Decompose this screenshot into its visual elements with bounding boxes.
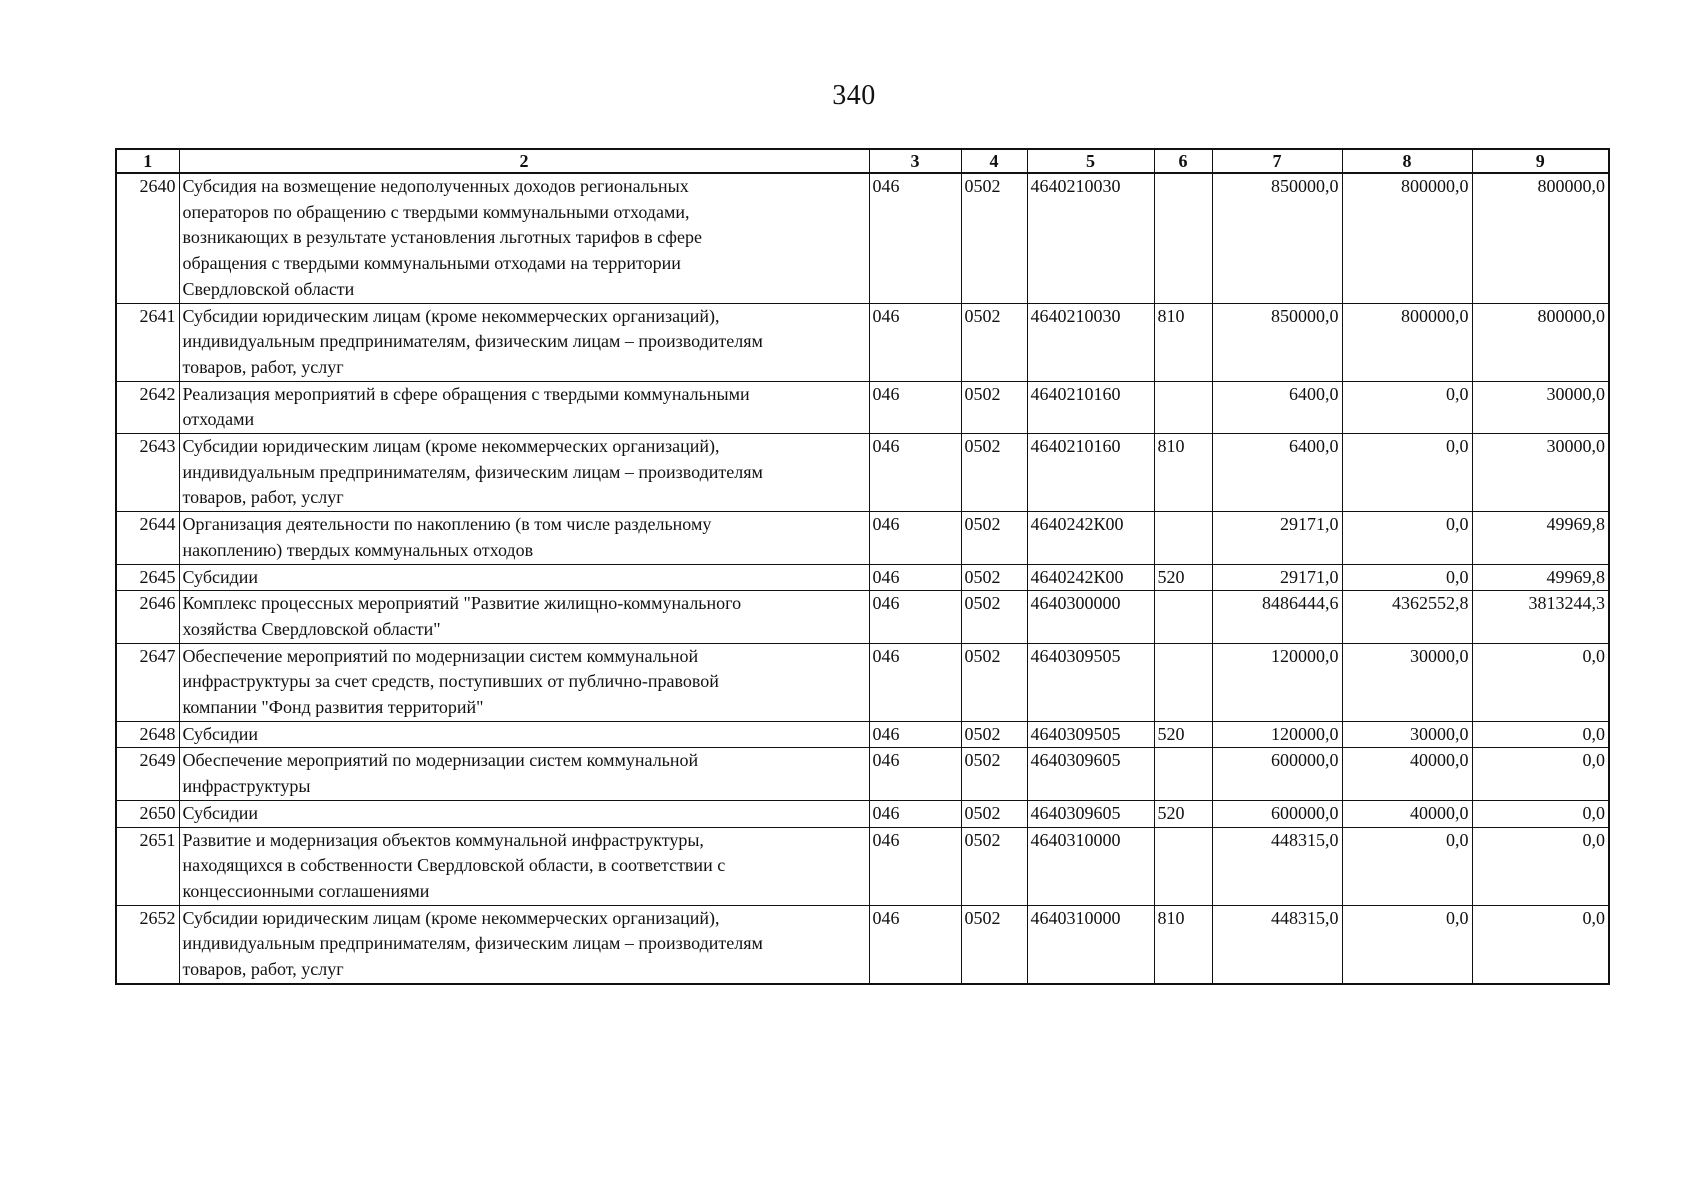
row-ministry-code: 046 [869, 512, 961, 564]
description-line: концессионными соглашениями [182, 880, 430, 901]
table-row [116, 721, 1609, 748]
row-amount-year-1: 600000,0 [1212, 800, 1342, 827]
row-expense-type [1154, 512, 1212, 564]
header-col-2: 2 [179, 149, 869, 173]
row-description [179, 434, 869, 512]
row-ministry-code: 046 [869, 748, 961, 800]
row-amount-year-2: 30000,0 [1342, 643, 1472, 721]
row-amount-year-2: 0,0 [1342, 512, 1472, 564]
row-number: 2651 [116, 827, 179, 905]
row-amount-year-2: 0,0 [1342, 381, 1472, 433]
row-target-code: 4640300000 [1027, 591, 1154, 643]
row-number: 2646 [116, 591, 179, 643]
table-row [116, 564, 1609, 591]
row-amount-year-2: 800000,0 [1342, 303, 1472, 381]
row-amount-year-3: 800000,0 [1472, 173, 1609, 303]
row-amount-year-1: 8486444,6 [1212, 591, 1342, 643]
row-target-code: 4640309505 [1027, 721, 1154, 748]
description-line: индивидуальным предпринимателям, физическим лицам – производителям [182, 331, 763, 352]
row-section-code: 0502 [961, 173, 1027, 303]
table-row [116, 905, 1609, 984]
row-section-code: 0502 [961, 827, 1027, 905]
description-line: обращения с твердыми коммунальными отходами на территории [182, 253, 681, 274]
table-row [116, 303, 1609, 381]
description-line: индивидуальным предпринимателям, физическим лицам – производителям [182, 461, 763, 482]
row-amount-year-1: 120000,0 [1212, 643, 1342, 721]
row-amount-year-2: 800000,0 [1342, 173, 1472, 303]
row-ministry-code: 046 [869, 721, 961, 748]
description-line: Свердловской области [182, 278, 355, 299]
row-section-code: 0502 [961, 905, 1027, 984]
row-expense-type: 810 [1154, 303, 1212, 381]
row-description [179, 827, 869, 905]
row-ministry-code: 046 [869, 800, 961, 827]
row-amount-year-3: 0,0 [1472, 827, 1609, 905]
row-expense-type [1154, 591, 1212, 643]
description-line: операторов по обращению с твердыми коммунальными отходами, [182, 201, 690, 222]
row-target-code: 4640210030 [1027, 173, 1154, 303]
row-amount-year-3: 0,0 [1472, 905, 1609, 984]
row-expense-type [1154, 381, 1212, 433]
row-amount-year-2: 0,0 [1342, 905, 1472, 984]
row-amount-year-2: 0,0 [1342, 827, 1472, 905]
row-expense-type: 520 [1154, 721, 1212, 748]
row-section-code: 0502 [961, 434, 1027, 512]
row-description [179, 564, 869, 591]
row-section-code: 0502 [961, 381, 1027, 433]
description-line: Комплекс процессных мероприятий "Развитие жилищно-коммунального [182, 593, 742, 614]
row-amount-year-2: 40000,0 [1342, 748, 1472, 800]
row-amount-year-1: 850000,0 [1212, 173, 1342, 303]
row-number: 2644 [116, 512, 179, 564]
row-number: 2645 [116, 564, 179, 591]
description-line: инфраструктуры за счет средств, поступивших от публично-правовой [182, 671, 719, 692]
row-ministry-code: 046 [869, 564, 961, 591]
row-amount-year-3: 30000,0 [1472, 434, 1609, 512]
table-row [116, 173, 1609, 303]
row-description [179, 721, 869, 748]
row-amount-year-1: 448315,0 [1212, 827, 1342, 905]
row-amount-year-1: 448315,0 [1212, 905, 1342, 984]
row-ministry-code: 046 [869, 905, 961, 984]
description-line: Субсидии [182, 723, 259, 744]
row-expense-type: 810 [1154, 434, 1212, 512]
row-amount-year-3: 800000,0 [1472, 303, 1609, 381]
row-amount-year-3: 0,0 [1472, 800, 1609, 827]
header-col-6: 6 [1154, 149, 1212, 173]
table-row [116, 748, 1609, 800]
row-expense-type: 520 [1154, 800, 1212, 827]
description-line: накоплению) твердых коммунальных отходов [182, 539, 534, 560]
header-row [116, 149, 1609, 173]
row-target-code: 4640242К00 [1027, 564, 1154, 591]
row-ministry-code: 046 [869, 434, 961, 512]
row-description [179, 303, 869, 381]
table-row [116, 827, 1609, 905]
row-amount-year-1: 600000,0 [1212, 748, 1342, 800]
description-line: Субсидии юридическим лицам (кроме некоммерческих организаций), [182, 436, 720, 457]
description-line: возникающих в результате установления льготных тарифов в сфере [182, 227, 702, 248]
row-ministry-code: 046 [869, 303, 961, 381]
row-target-code: 4640210160 [1027, 381, 1154, 433]
description-line: Обеспечение мероприятий по модернизации систем коммунальной [182, 645, 699, 666]
description-line: Субсидии юридическим лицам (кроме некоммерческих организаций), [182, 907, 720, 928]
row-description [179, 512, 869, 564]
row-section-code: 0502 [961, 591, 1027, 643]
description-line: товаров, работ, услуг [182, 959, 344, 980]
row-target-code: 4640309605 [1027, 800, 1154, 827]
row-target-code: 4640309605 [1027, 748, 1154, 800]
description-line: Субсидии юридическим лицам (кроме некоммерческих организаций), [182, 305, 720, 326]
row-number: 2648 [116, 721, 179, 748]
description-line: товаров, работ, услуг [182, 356, 344, 377]
header-col-8: 8 [1342, 149, 1472, 173]
table-row [116, 643, 1609, 721]
description-line: Развитие и модернизация объектов коммунальной инфраструктуры, [182, 829, 704, 850]
row-amount-year-1: 120000,0 [1212, 721, 1342, 748]
header-col-4: 4 [961, 149, 1027, 173]
row-number: 2647 [116, 643, 179, 721]
row-target-code: 4640309505 [1027, 643, 1154, 721]
row-number: 2652 [116, 905, 179, 984]
table-row [116, 381, 1609, 433]
row-expense-type [1154, 827, 1212, 905]
row-amount-year-3: 30000,0 [1472, 381, 1609, 433]
row-description [179, 591, 869, 643]
row-number: 2643 [116, 434, 179, 512]
row-ministry-code: 046 [869, 827, 961, 905]
description-line: Субсидии [182, 566, 259, 587]
row-description [179, 905, 869, 984]
row-ministry-code: 046 [869, 173, 961, 303]
description-line: Организация деятельности по накоплению (в том числе раздельному [182, 514, 712, 535]
row-amount-year-3: 49969,8 [1472, 564, 1609, 591]
row-amount-year-2: 0,0 [1342, 564, 1472, 591]
row-section-code: 0502 [961, 748, 1027, 800]
row-target-code: 4640210160 [1027, 434, 1154, 512]
budget-table [115, 148, 1610, 985]
header-col-3: 3 [869, 149, 961, 173]
description-line: Субсидии [182, 802, 259, 823]
description-line: Субсидия на возмещение недополученных доходов региональных [182, 176, 689, 196]
row-amount-year-2: 30000,0 [1342, 721, 1472, 748]
row-number: 2640 [116, 173, 179, 303]
description-line: хозяйства Свердловской области" [182, 618, 441, 639]
description-line: Реализация мероприятий в сфере обращения с твердыми коммунальными [182, 383, 750, 404]
row-description [179, 643, 869, 721]
row-expense-type [1154, 643, 1212, 721]
row-description [179, 381, 869, 433]
table-row [116, 434, 1609, 512]
row-expense-type [1154, 748, 1212, 800]
row-target-code: 4640242К00 [1027, 512, 1154, 564]
row-description [179, 748, 869, 800]
row-amount-year-1: 6400,0 [1212, 381, 1342, 433]
row-amount-year-1: 29171,0 [1212, 512, 1342, 564]
row-amount-year-3: 49969,8 [1472, 512, 1609, 564]
table-row [116, 800, 1609, 827]
header-col-5: 5 [1027, 149, 1154, 173]
row-section-code: 0502 [961, 512, 1027, 564]
row-amount-year-3: 0,0 [1472, 643, 1609, 721]
row-section-code: 0502 [961, 643, 1027, 721]
row-amount-year-1: 850000,0 [1212, 303, 1342, 381]
table-body [116, 173, 1609, 984]
row-section-code: 0502 [961, 303, 1027, 381]
row-amount-year-3: 3813244,3 [1472, 591, 1609, 643]
description-line: компании "Фонд развития территорий" [182, 697, 484, 718]
table-row [116, 512, 1609, 564]
row-ministry-code: 046 [869, 591, 961, 643]
header-col-7: 7 [1212, 149, 1342, 173]
row-amount-year-3: 0,0 [1472, 748, 1609, 800]
row-amount-year-2: 40000,0 [1342, 800, 1472, 827]
description-line: Обеспечение мероприятий по модернизации систем коммунальной [182, 750, 699, 771]
description-line: товаров, работ, услуг [182, 487, 344, 508]
row-amount-year-2: 0,0 [1342, 434, 1472, 512]
row-section-code: 0502 [961, 800, 1027, 827]
header-col-9: 9 [1472, 149, 1609, 173]
page-number: 340 [832, 80, 876, 111]
row-target-code: 4640210030 [1027, 303, 1154, 381]
header-col-1: 1 [116, 149, 179, 173]
row-number: 2649 [116, 748, 179, 800]
row-amount-year-2: 4362552,8 [1342, 591, 1472, 643]
description-line: инфраструктуры [182, 776, 311, 797]
row-expense-type: 810 [1154, 905, 1212, 984]
row-expense-type: 520 [1154, 564, 1212, 591]
description-line: индивидуальным предпринимателям, физическим лицам – производителям [182, 933, 763, 954]
row-section-code: 0502 [961, 564, 1027, 591]
row-amount-year-3: 0,0 [1472, 721, 1609, 748]
table-row [116, 591, 1609, 643]
row-number: 2650 [116, 800, 179, 827]
row-target-code: 4640310000 [1027, 827, 1154, 905]
description-line: находящихся в собственности Свердловской области, в соответствии с [182, 855, 726, 876]
row-number: 2641 [116, 303, 179, 381]
row-ministry-code: 046 [869, 381, 961, 433]
row-number: 2642 [116, 381, 179, 433]
row-section-code: 0502 [961, 721, 1027, 748]
description-line: отходами [182, 409, 255, 430]
row-description [179, 173, 869, 303]
row-target-code: 4640310000 [1027, 905, 1154, 984]
row-expense-type [1154, 173, 1212, 303]
row-description [179, 800, 869, 827]
row-amount-year-1: 6400,0 [1212, 434, 1342, 512]
row-amount-year-1: 29171,0 [1212, 564, 1342, 591]
row-ministry-code: 046 [869, 643, 961, 721]
